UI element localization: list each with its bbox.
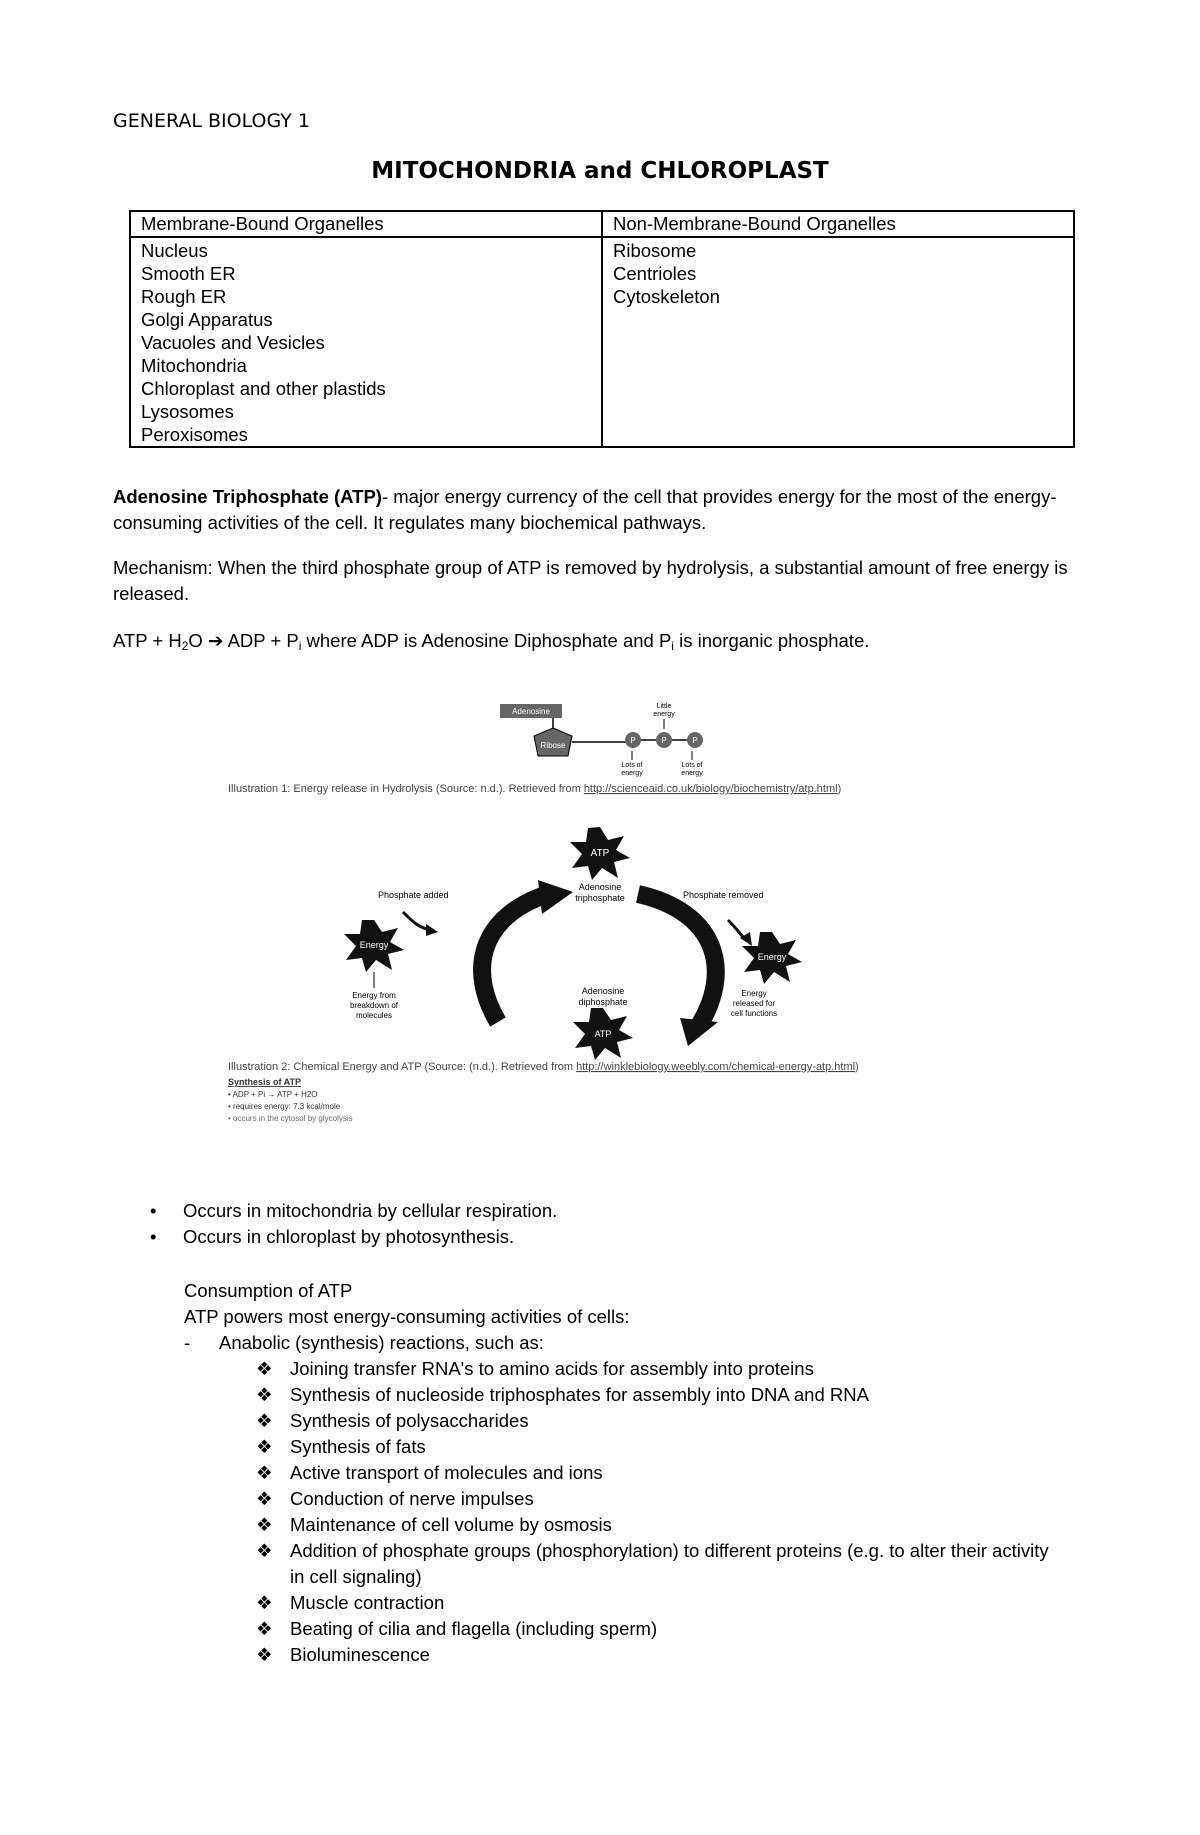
energy-label-right: Energy <box>757 952 787 962</box>
bullet-icon: • <box>150 1226 157 1247</box>
atp-label-bottom: ATP <box>594 1029 612 1039</box>
phosphate-3-label: P <box>692 736 698 745</box>
diamond-bullet-icon: ❖ <box>256 1514 273 1535</box>
atp-definition <box>113 484 1068 536</box>
page-title: MITOCHONDRIA and CHLOROPLAST <box>371 158 829 184</box>
energy-released-label: Energy <box>741 989 767 998</box>
list-item-text: Synthesis of nucleoside triphosphates for assembly into DNA and RNA <box>290 1384 869 1405</box>
list-item-text: Maintenance of cell volume by osmosis <box>290 1514 612 1535</box>
list-item <box>256 1460 1056 1486</box>
atp-definition-text: - major energy currency of the cell that provides energy for the most of the energy-consuming activities of the cell. It regulates many biochemical pathways. <box>113 486 1057 533</box>
membrane-bound-cell <box>130 237 602 447</box>
atp-equation <box>113 628 1068 659</box>
list-item <box>150 1224 557 1250</box>
non-membrane-bound-cell <box>602 237 1074 447</box>
diamond-bullet-icon: ❖ <box>256 1410 273 1431</box>
list-item <box>256 1434 1056 1460</box>
list-item <box>256 1538 1056 1590</box>
membrane-bound-organelle: Lysosomes <box>141 401 234 422</box>
atp-term: Adenosine Triphosphate (ATP) <box>113 486 382 507</box>
lots-of-energy-label: energy <box>621 770 643 777</box>
list-item <box>256 1408 1056 1434</box>
anabolic-reactions-list <box>256 1356 1056 1668</box>
dash-marker: - <box>184 1332 191 1353</box>
membrane-bound-organelle: Vacuoles and Vesicles <box>141 332 325 353</box>
synthesis-item: • requires energy: 7.3 kcal/mole <box>228 1102 341 1111</box>
bullet-icon: • <box>150 1200 157 1221</box>
list-item-text: Joining transfer RNA's to amino acids for assembly into proteins <box>290 1358 814 1379</box>
list-item-text: Muscle contraction <box>290 1592 445 1613</box>
energy-released-label: cell functions <box>730 1009 778 1018</box>
cycle-arrow-right <box>638 894 716 1027</box>
equation-subscript: i <box>298 639 302 653</box>
adenosine-diphosphate-label: Adenosine <box>581 986 625 996</box>
non-membrane-bound-organelle: Ribosome <box>613 240 697 261</box>
list-item-text: Synthesis of polysaccharides <box>290 1410 529 1431</box>
energy-from-breakdown-label: molecules <box>355 1011 393 1020</box>
energy-from-breakdown-label: breakdown of <box>349 1001 399 1010</box>
list-item <box>256 1512 1056 1538</box>
consumption-heading: Consumption of ATP <box>184 1280 353 1301</box>
adenosine-label: Adenosine <box>512 707 550 716</box>
non-membrane-bound-organelle: Cytoskeleton <box>613 286 720 307</box>
list-item <box>256 1616 1056 1642</box>
membrane-bound-organelle: Smooth ER <box>141 263 236 284</box>
adenosine-triphosphate-label: triphosphate <box>575 893 625 903</box>
atp-mechanism: Mechanism: When the third phosphate group of ATP is removed by hydrolysis, a substantial amount of free energy is released. <box>113 557 1068 604</box>
membrane-bound-organelle: Peroxisomes <box>141 424 248 445</box>
phosphate-2-label: P <box>661 736 667 745</box>
phosphate-removed-label: Phosphate removed <box>683 890 764 900</box>
synthesis-title: Synthesis of ATP <box>228 1077 302 1087</box>
diamond-bullet-icon: ❖ <box>256 1618 273 1639</box>
lots-of-energy-label: energy <box>681 770 703 777</box>
equation-part: ATP + H <box>113 630 182 651</box>
diamond-bullet-icon: ❖ <box>256 1462 273 1483</box>
adenosine-triphosphate-label: Adenosine <box>578 882 622 892</box>
list-item <box>256 1382 1056 1408</box>
membrane-bound-organelle: Rough ER <box>141 286 227 307</box>
diamond-bullet-icon: ❖ <box>256 1644 273 1665</box>
table-header-non-membrane-bound: Non-Membrane-Bound Organelles <box>602 211 1074 237</box>
list-item <box>150 1198 557 1224</box>
non-membrane-bound-organelle: Centrioles <box>613 263 697 284</box>
synthesis-item: • occurs in the cytosol by glycolysis <box>228 1114 353 1123</box>
lots-of-energy-label: Lots of <box>621 762 643 769</box>
illustration-2-caption <box>228 1061 859 1073</box>
table-header-membrane-bound: Membrane-Bound Organelles <box>130 211 602 237</box>
list-item-text: Synthesis of fats <box>290 1436 426 1457</box>
little-energy-label: energy <box>653 711 675 718</box>
list-item-text: Occurs in mitochondria by cellular respiration. <box>183 1200 558 1221</box>
list-item <box>256 1486 1056 1512</box>
list-item-text: Active transport of molecules and ions <box>290 1462 603 1483</box>
adenosine-diphosphate-label: diphosphate <box>578 997 628 1007</box>
membrane-bound-organelle: Chloroplast and other plastids <box>141 378 386 399</box>
synthesis-item: • ADP + Pi → ATP + H2O <box>228 1090 318 1099</box>
reaction-arrow-icon: ➔ <box>207 630 224 651</box>
list-item <box>256 1590 1056 1616</box>
course-title: GENERAL BIOLOGY 1 <box>113 110 310 132</box>
phosphate-added-label: Phosphate added <box>378 890 449 900</box>
diamond-bullet-icon: ❖ <box>256 1488 273 1509</box>
consumption-section <box>184 1278 630 1356</box>
caption-text: Illustration 1: Energy release in Hydrolysis (Source: n.d.). Retrieved from <box>228 783 584 795</box>
atp-hydrolysis-illustration <box>228 700 900 800</box>
lots-of-energy-label: Lots of <box>681 762 703 769</box>
list-item-text: Beating of cilia and flagella (including sperm) <box>290 1618 658 1639</box>
list-item-text: Conduction of nerve impulses <box>290 1488 534 1509</box>
membrane-bound-organelle: Nucleus <box>141 240 208 261</box>
list-item-text: Bioluminescence <box>290 1644 430 1665</box>
equation-part: O <box>188 630 208 651</box>
diamond-bullet-icon: ❖ <box>256 1358 273 1379</box>
equation-subscript: 2 <box>181 639 189 653</box>
energy-released-label: released for <box>732 999 776 1008</box>
diamond-bullet-icon: ❖ <box>256 1540 273 1561</box>
atp-cycle-illustration <box>228 822 908 1127</box>
caption-text: Illustration 2: Chemical Energy and ATP (Source: (n.d.). Retrieved from <box>228 1061 577 1073</box>
anabolic-text: Anabolic (synthesis) reactions, such as: <box>219 1332 544 1353</box>
organelle-table <box>129 210 1075 448</box>
atp-occurrence-list <box>150 1198 557 1250</box>
illustration-1-caption: Illustration 1: Energy release in Hydrolysis (Source: n.d.). Retrieved from http://scienceaid.co.uk/biology/biochemistry/atp.html) <box>228 783 842 795</box>
list-item-text: Occurs in chloroplast by photosynthesis. <box>183 1226 515 1247</box>
energy-from-breakdown-label: Energy from <box>352 991 396 1000</box>
membrane-bound-organelle: Mitochondria <box>141 355 247 376</box>
equation-subscript: i <box>671 639 674 653</box>
equation-part: ADP + P <box>223 630 299 651</box>
caption-link[interactable]: http://winklebiology.weebly.com/chemical-energy-atp.html <box>576 1061 856 1073</box>
caption-link[interactable]: http://scienceaid.co.uk/biology/biochemistry/atp.html <box>583 783 838 795</box>
equation-part: where ADP is Adenosine Diphosphate and P <box>301 630 672 651</box>
caption-text: ) <box>855 1061 859 1073</box>
cycle-arrow-left <box>482 894 548 1022</box>
consumption-intro: ATP powers most energy-consuming activities of cells: <box>184 1306 630 1327</box>
anabolic-item <box>184 1330 630 1356</box>
phosphate-1-label: P <box>630 736 636 745</box>
diamond-bullet-icon: ❖ <box>256 1436 273 1457</box>
list-item <box>256 1642 1056 1668</box>
list-item-text: Addition of phosphate groups (phosphorylation) to different proteins (e.g. to alter their activity in cell signaling) <box>290 1540 1049 1587</box>
little-energy-label: Little <box>656 703 672 710</box>
diamond-bullet-icon: ❖ <box>256 1384 273 1405</box>
energy-label-left: Energy <box>359 940 389 950</box>
membrane-bound-organelle: Golgi Apparatus <box>141 309 273 330</box>
list-item <box>256 1356 1056 1382</box>
equation-part: is inorganic phosphate. <box>673 630 870 651</box>
atp-label: ATP <box>590 848 610 859</box>
diamond-bullet-icon: ❖ <box>256 1592 273 1613</box>
ribose-label: Ribose <box>540 741 566 750</box>
